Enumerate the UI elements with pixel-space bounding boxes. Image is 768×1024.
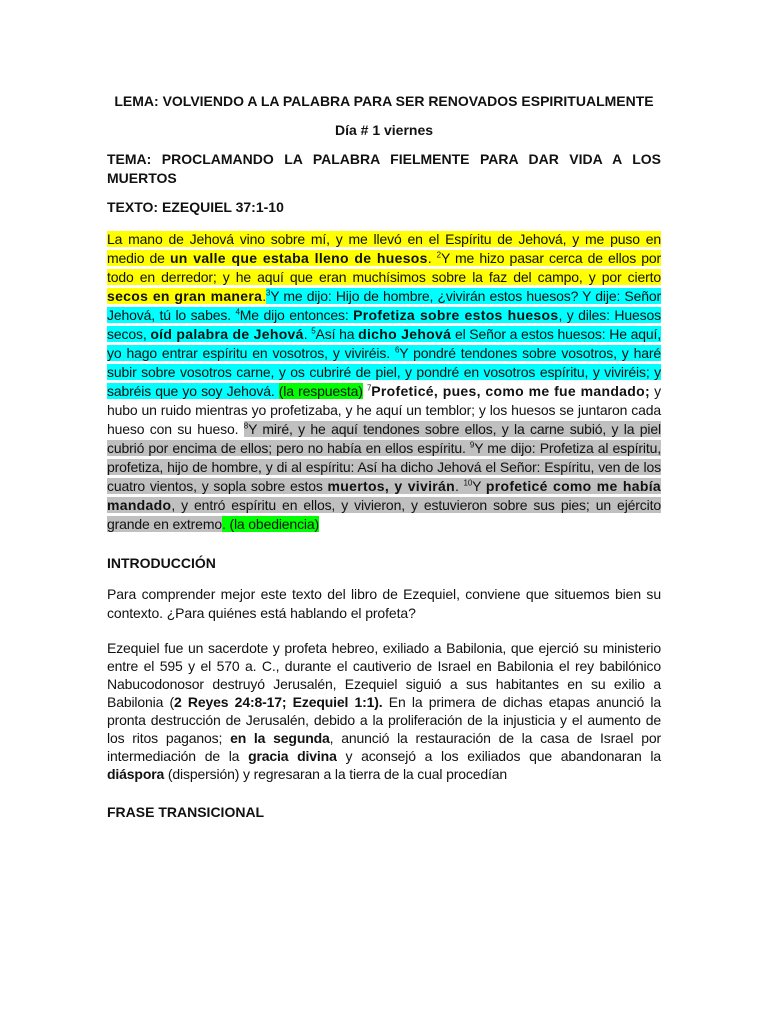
verse-number: 2 [436, 250, 441, 260]
passage-s10b: profeticé como me había mandado [107, 478, 661, 513]
intro-p2d: en la segunda [230, 730, 330, 746]
passage-s6: Y pondré tendones sobre vosotros, y haré subir sobre vosotros carne, y os cubriré de piel, y pondré en vosotros espíritu, y viviréis; y sabréis que yo soy Jehová. [107, 345, 661, 399]
scripture-passage [107, 230, 661, 534]
passage-s5: Así ha [315, 326, 359, 342]
passage-s3: Y me dijo: Hijo de hombre, ¿vivirán estos huesos? Y dije: Señor Jehová, tú lo sabes. [107, 288, 661, 323]
passage-s9c: . [454, 478, 464, 494]
passage-s10: Y [472, 478, 486, 494]
document-content [107, 92, 661, 822]
intro-p2b: 2 Reyes 24:8-17; Ezequiel 1:1). [174, 694, 383, 710]
passage-s4b: Profetiza sobre estos huesos [353, 307, 559, 323]
passage-s4e: . [303, 326, 312, 342]
passage-s1b: un valle que estaba lleno de huesos [169, 250, 428, 266]
intro-p2g: y aconsejó a los exiliados que abandonaran la [336, 748, 661, 764]
dia-label: Día # 1 viernes [334, 122, 434, 138]
introduccion-heading: INTRODUCCIÓN [107, 555, 216, 571]
passage-s2b: secos en gran manera [107, 288, 263, 304]
intro-p2h: diáspora [107, 766, 165, 782]
intro-p2f: gracia divina [248, 748, 337, 764]
note-la-obediencia: . (la obediencia) [221, 516, 320, 532]
verse-number: 5 [311, 326, 316, 336]
passage-s2c: . [262, 288, 266, 304]
verse-number: 9 [469, 440, 475, 450]
verse-number: 4 [235, 307, 240, 317]
tema-heading: TEMA: PROCLAMANDO LA PALABRA FIELMENTE PARA DAR VIDA A LOS MUERTOS [107, 151, 661, 186]
verse-number: 6 [394, 345, 400, 355]
intro-paragraph-2 [107, 639, 661, 783]
intro-p2a: Ezequiel fue un sacerdote y profeta hebreo, exiliado a Babilonia, que ejerció su ministerio entre el 595 y el 570 a. C., durante el cautiverio de Israel en Babilonia el rey babilónico Nabucodonosor destruyó Jerusalén, Ezequiel siguió a sus habitantes en su exilio a Babilonia ( [107, 640, 661, 710]
intro-p2e: , anunció la restauración de la casa de Israel por intermediación de la [107, 730, 661, 764]
intro-p2c: En la primera de dichas etapas anunció la pronta destrucción de Jerusalén, debido a la proliferación de la injusticia y el aumento de los ritos paganos; [107, 694, 661, 746]
intro-p2i: (dispersión) y regresaran a la tierra de la cual procedían [164, 766, 508, 782]
passage-s10d: un ejército grande en extremo [107, 497, 661, 532]
passage-s1c: . [427, 250, 437, 266]
passage-s1: La mano de Jehová vino sobre mí, y me llevó en el Espíritu de Jehová, y me puso en medio de [107, 231, 661, 266]
frase-transicional-heading: FRASE TRANSICIONAL [107, 804, 265, 820]
passage-s4c: , y diles: Huesos secos, [107, 307, 662, 342]
verse-number: 10 [463, 478, 473, 488]
verse-number: 8 [243, 421, 249, 431]
verse-number: 3 [265, 288, 271, 298]
passage-s7b: Profeticé, pues, como me fue mandado; [371, 383, 650, 399]
passage-s9: Y me dijo: Profetiza al espíritu, profetiza, hijo de hombre, y di al espíritu: Así ha dicho Jehová el Señor: Espíritu, ven de los cuatro vientos, y sopla sobre estos [107, 440, 661, 494]
lema-heading: LEMA: VOLVIENDO A LA PALABRA PARA SER RENOVADOS ESPIRITUALMENTE [114, 93, 654, 109]
passage-s4: Me dijo entonces: [239, 307, 354, 323]
passage-s2: Y me hizo pasar cerca de ellos por todo en derredor; y he aquí que eran muchísimos sobre la faz del campo, y por cierto [107, 250, 661, 285]
verse-number: 7 [366, 383, 372, 393]
passage-s10c: , y entró espíritu en ellos, y vivieron, y estuvieron sobre sus pies; [171, 497, 596, 513]
passage-s8: Y miré, y he aquí tendones sobre ellos, y la carne subió, y la piel cubrió por encima de ellos; pero no había en ellos espíritu. [107, 421, 661, 456]
passage-s4d: oíd palabra de Jehová [150, 326, 304, 342]
note-la-respuesta: (la respuesta) [278, 383, 363, 399]
intro-paragraph-1: Para comprender mejor este texto del libro de Ezequiel, conviene que situemos bien su contexto. ¿Para quiénes está hablando el profeta? [107, 586, 661, 621]
passage-s5b: dicho Jehová [358, 326, 452, 342]
passage-s5c: el Señor a estos huesos: He aquí, yo hago entrar espíritu en vosotros, y viviréis. [107, 326, 662, 361]
passage-s9b: muertos, y vivirán [327, 478, 455, 494]
texto-reference: TEXTO: EZEQUIEL 37:1-10 [107, 199, 284, 215]
passage-s7: y hubo un ruido mientras yo profetizaba, y he aquí un temblor; y los huesos se juntaron cada hueso con su hueso. [107, 383, 661, 437]
